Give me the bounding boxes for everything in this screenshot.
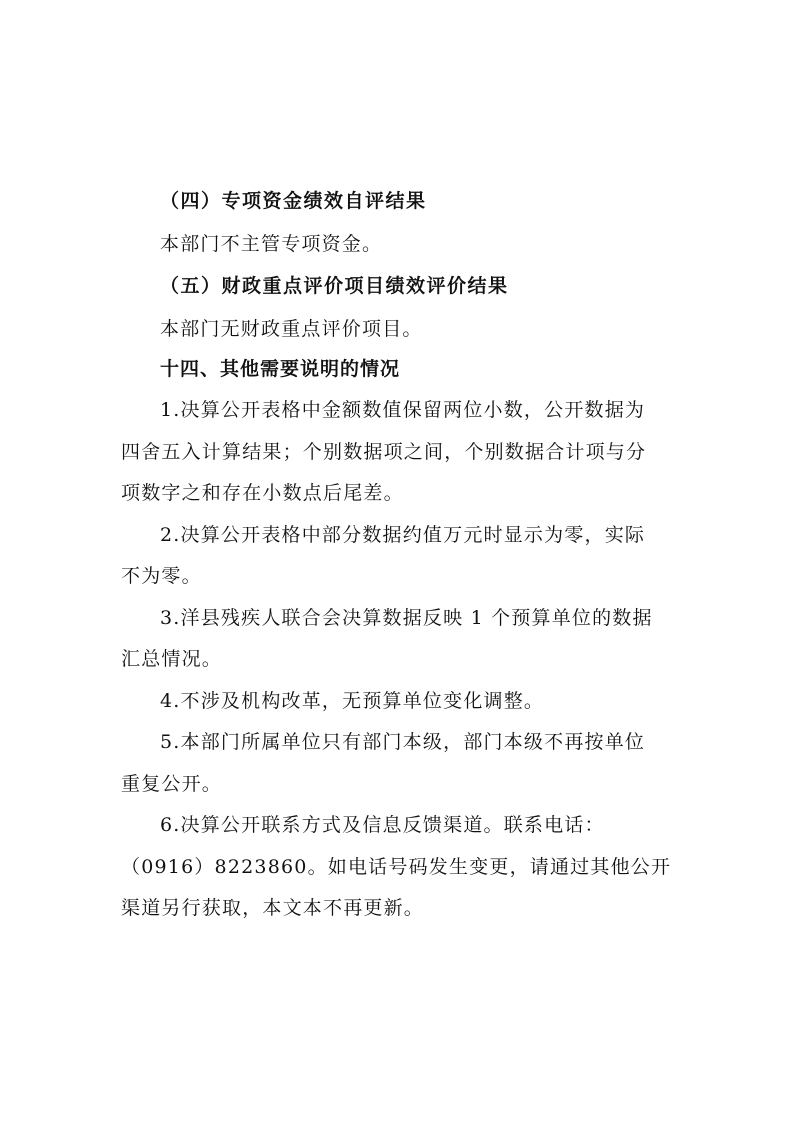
section14-heading: 十四、其他需要说明的情况 <box>160 358 401 380</box>
item2-line1: 2.决算公开表格中部分数据约值万元时显示为零，实际 <box>160 524 646 546</box>
item3-line1: 3.洋县残疾人联合会决算数据反映 1 个预算单位的数据 <box>160 607 653 629</box>
item1-line2: 四舍五入计算结果；个别数据项之间，个别数据合计项与分 <box>121 441 647 463</box>
item6-line2: （0916）8223860。如电话号码发生变更，请通过其他公开 <box>121 856 672 878</box>
section4-title: （四）专项资金绩效自评结果 <box>160 190 427 212</box>
item1-line3: 项数字之和存在小数点后尾差。 <box>121 482 404 504</box>
section5-title: （五）财政重点评价项目绩效评价结果 <box>160 275 509 297</box>
item6-line3: 渠道另行获取，本文本不再更新。 <box>121 897 425 919</box>
item5-line2: 重复公开。 <box>121 773 223 795</box>
item2-line2: 不为零。 <box>121 565 202 587</box>
item5-line1: 5.本部门所属单位只有部门本级，部门本级不再按单位 <box>160 731 646 753</box>
section5-body: 本部门无财政重点评价项目。 <box>160 318 423 340</box>
section4-body: 本部门不主管专项资金。 <box>160 233 383 255</box>
item1-line1: 1.决算公开表格中金额数值保留两位小数，公开数据为 <box>160 399 646 421</box>
item6-line1: 6.决算公开联系方式及信息反馈渠道。联系电话： <box>160 814 605 836</box>
item3-line2: 汇总情况。 <box>121 648 223 670</box>
item4-line1: 4.不涉及机构改革，无预算单位变化调整。 <box>160 690 545 712</box>
